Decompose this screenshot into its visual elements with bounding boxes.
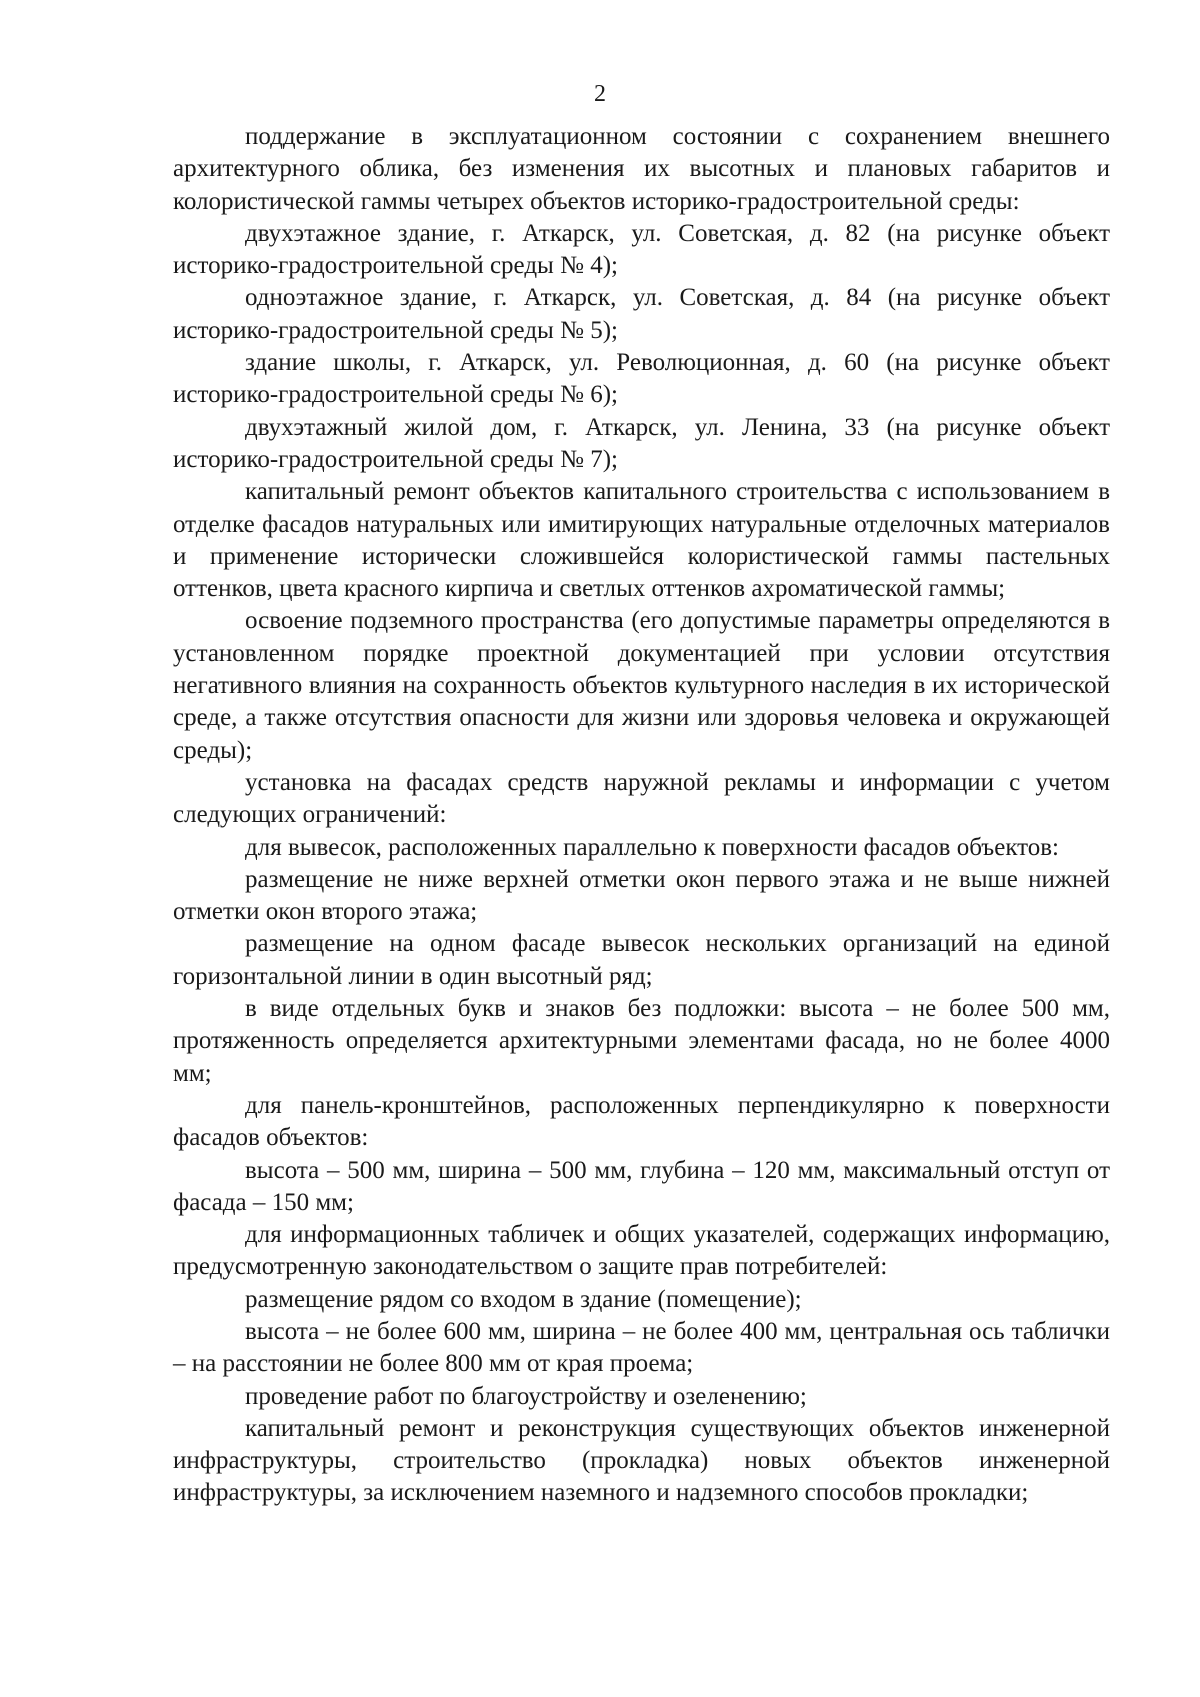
paragraph: для панель-кронштейнов, расположенных перпендикулярно к поверхности фасадов объектов: xyxy=(173,1091,1110,1152)
paragraph: здание школы, г. Аткарск, ул. Революционная, д. 60 (на рисунке объект историко-градостроительной среды № 6); xyxy=(173,349,1110,409)
paragraph: одноэтажное здание, г. Аткарск, ул. Советская, д. 84 (на рисунке объект историко-градостроительной среды № 5); xyxy=(173,284,1110,344)
paragraph: двухэтажное здание, г. Аткарск, ул. Советская, д. 82 (на рисунке объект историко-градостроительной среды № 4); xyxy=(173,219,1110,280)
paragraph: размещение не ниже верхней отметки окон первого этажа и не выше нижней отметки окон второго этажа; xyxy=(173,865,1110,926)
page-number: 2 xyxy=(594,81,606,107)
paragraph: двухэтажный жилой дом, г. Аткарск, ул. Ленина, 33 (на рисунке объект историко-градостроительной среды № 7); xyxy=(173,413,1110,473)
paragraph: высота – не более 600 мм, ширина – не более 400 мм, центральная ось таблички – на расстоянии не более 800 мм от края проема; xyxy=(173,1317,1110,1378)
paragraph: капитальный ремонт и реконструкция существующих объектов инженерной инфраструктуры, строительство (прокладка) новых объектов инженерной инфраструктуры, за исключением наземного и надземного способов прокладки; xyxy=(173,1414,1110,1507)
paragraph: поддержание в эксплуатационном состоянии с сохранением внешнего архитектурного облика, без изменения их высотных и плановых габаритов и колористической гаммы четырех объектов историко-градостроительной среды: xyxy=(173,123,1110,215)
paragraph: для информационных табличек и общих указателей, содержащих информацию, предусмотренную законодательством о защите прав потребителей: xyxy=(173,1221,1110,1281)
paragraph: размещение на одном фасаде вывесок нескольких организаций на единой горизонтальной линии в один высотный ряд; xyxy=(173,930,1110,990)
paragraph: капитальный ремонт объектов капитального строительства с использованием в отделке фасадов натуральных или имитирующих натуральные отделочных материалов и применение исторически сложившейся колористической гаммы пастельных оттенков, цвета красного кирпича и светлых оттенков ахроматической гаммы; xyxy=(173,478,1110,603)
paragraph: в виде отдельных букв и знаков без подложки: высота – не более 500 мм, протяженность определяется архитектурными элементами фасада, но не более 4000 мм; xyxy=(173,995,1110,1087)
paragraph: установка на фасадах средств наружной рекламы и информации с учетом следующих ограничений: xyxy=(173,768,1110,829)
paragraph: освоение подземного пространства (его допустимые параметры определяются в установленном порядке проектной документацией при условии отсутствия негативного влияния на сохранность объектов культурного наследия в их исторической среде, а также отсутствия опасности для жизни или здоровья человека и окружающей среды); xyxy=(173,607,1110,764)
document-body xyxy=(173,121,1110,1510)
paragraph: размещение рядом со входом в здание (помещение); xyxy=(245,1285,802,1313)
paragraph: высота – 500 мм, ширина – 500 мм, глубина – 120 мм, максимальный отступ от фасада – 150 мм; xyxy=(173,1156,1110,1216)
paragraph: для вывесок, расположенных параллельно к поверхности фасадов объектов: xyxy=(245,833,1059,861)
paragraph: проведение работ по благоустройству и озеленению; xyxy=(245,1382,807,1410)
